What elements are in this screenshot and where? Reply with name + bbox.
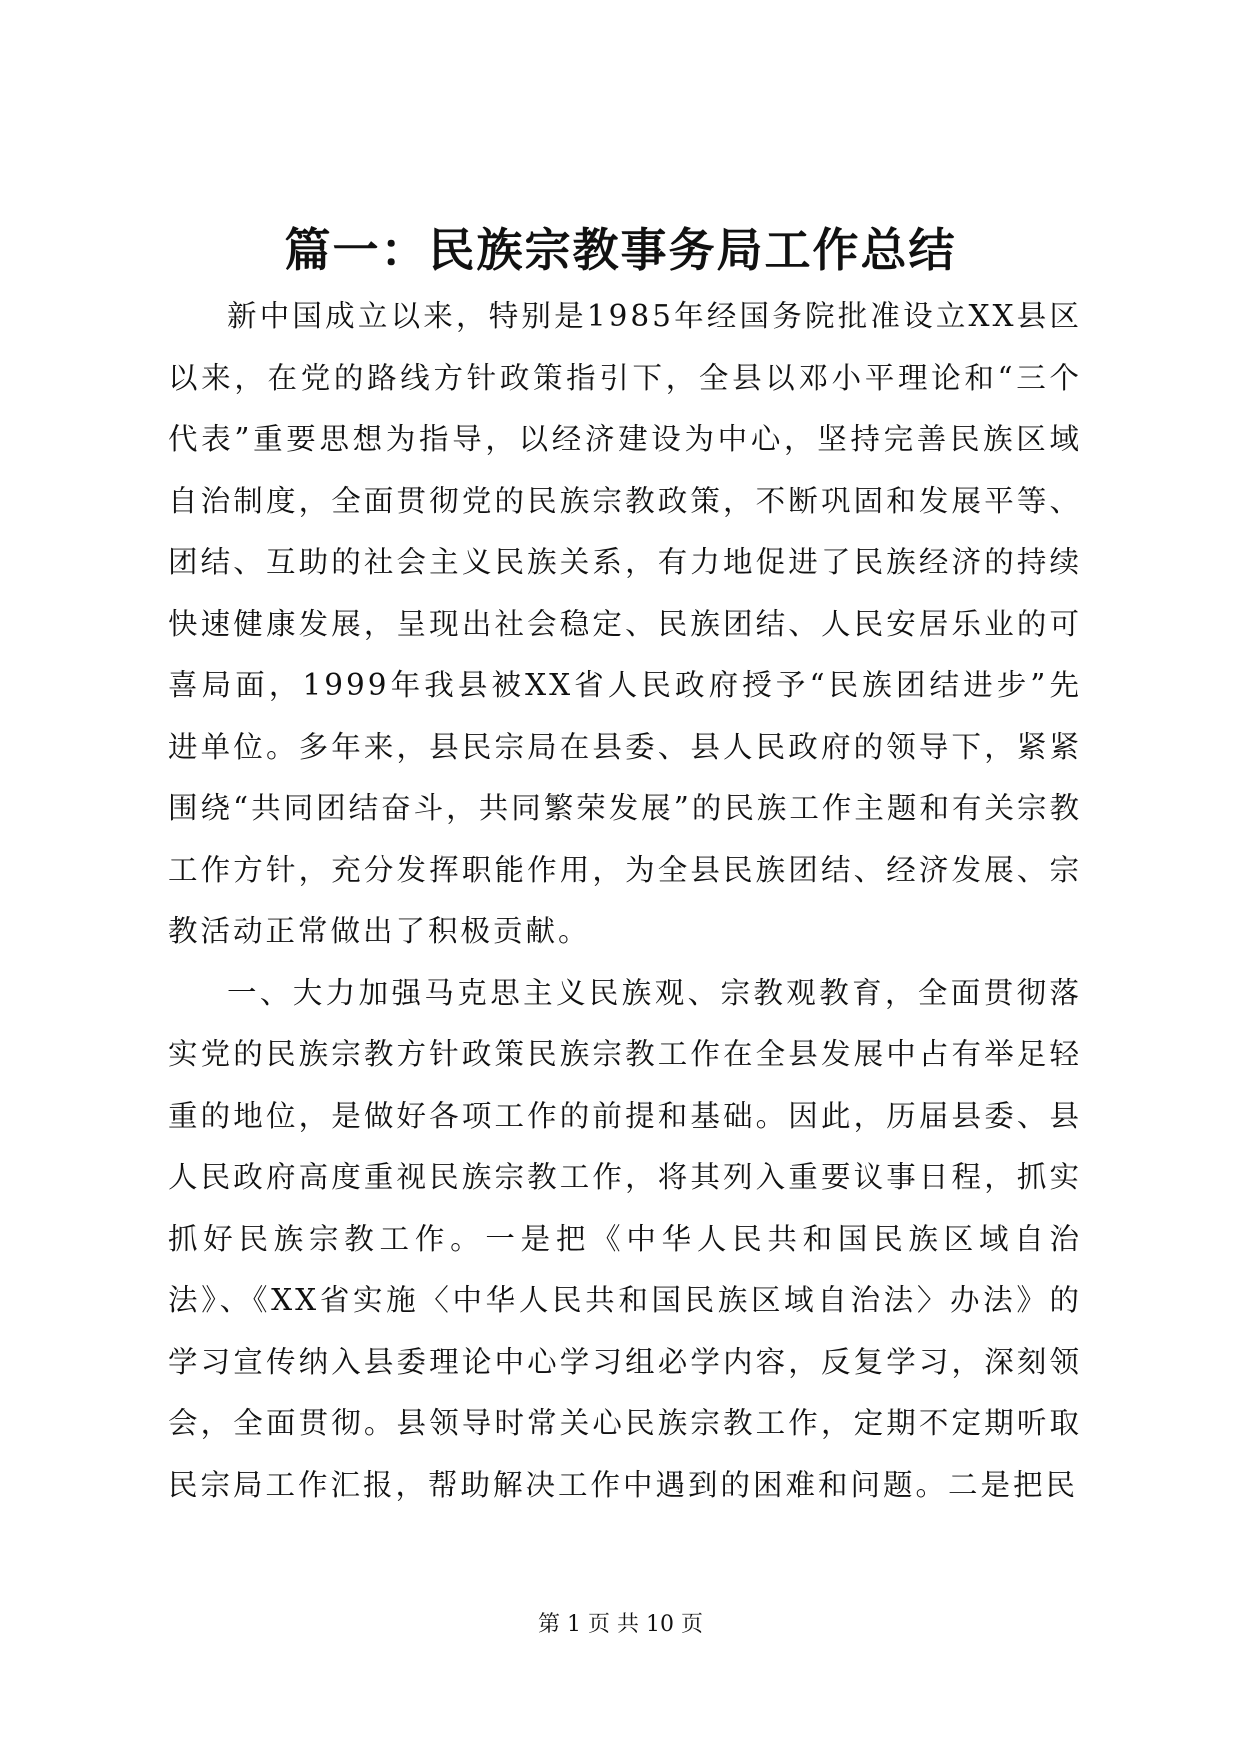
document-title: 篇一：民族宗教事务局工作总结	[284, 223, 957, 277]
paragraph-section-one: 一、大力加强马克思主义民族观、宗教观教育，全面贯彻落实党的民族宗教方针政策民族宗教工作在全县发展中占有举足轻重的地位，是做好各项工作的前提和基础。因此，历届县委、县人民政府高度重视民族宗教工作，将其列入重要议事日程，抓实抓好民族宗教工作。一是把《中华人民共和国民族区域自治法》、《XX省实施〈中华人民共和国民族区域自治法〉办法》的学习宣传纳入县委理论中心学习组必学内容，反复学习，深刻领会，全面贯彻。县领导时常关心民族宗教工作，定期不定期听取民宗局工作汇报，帮助解决工作中遇到的困难和问题。二是把民	[168, 975, 1082, 1502]
page-footer: 第 1 页 共 10 页	[538, 1612, 703, 1637]
document-body	[168, 286, 1082, 1516]
paragraph-intro: 新中国成立以来，特别是1985年经国务院批准设立XX县区以来，在党的路线方针政策指引下，全县以邓小平理论和“三个代表”重要思想为指导，以经济建设为中心，坚持完善民族区域自治制度，全面贯彻党的民族宗教政策，不断巩固和发展平等、团结、互助的社会主义民族关系，有力地促进了民族经济的持续快速健康发展，呈现出社会稳定、民族团结、人民安居乐业的可喜局面，1999年我县被XX省人民政府授予“民族团结进步”先进单位。多年来，县民宗局在县委、县人民政府的领导下，紧紧围绕“共同团结奋斗，共同繁荣发展”的民族工作主题和有关宗教工作方针，充分发挥职能作用，为全县民族团结、经济发展、宗教活动正常做出了积极贡献。	[168, 299, 1082, 948]
